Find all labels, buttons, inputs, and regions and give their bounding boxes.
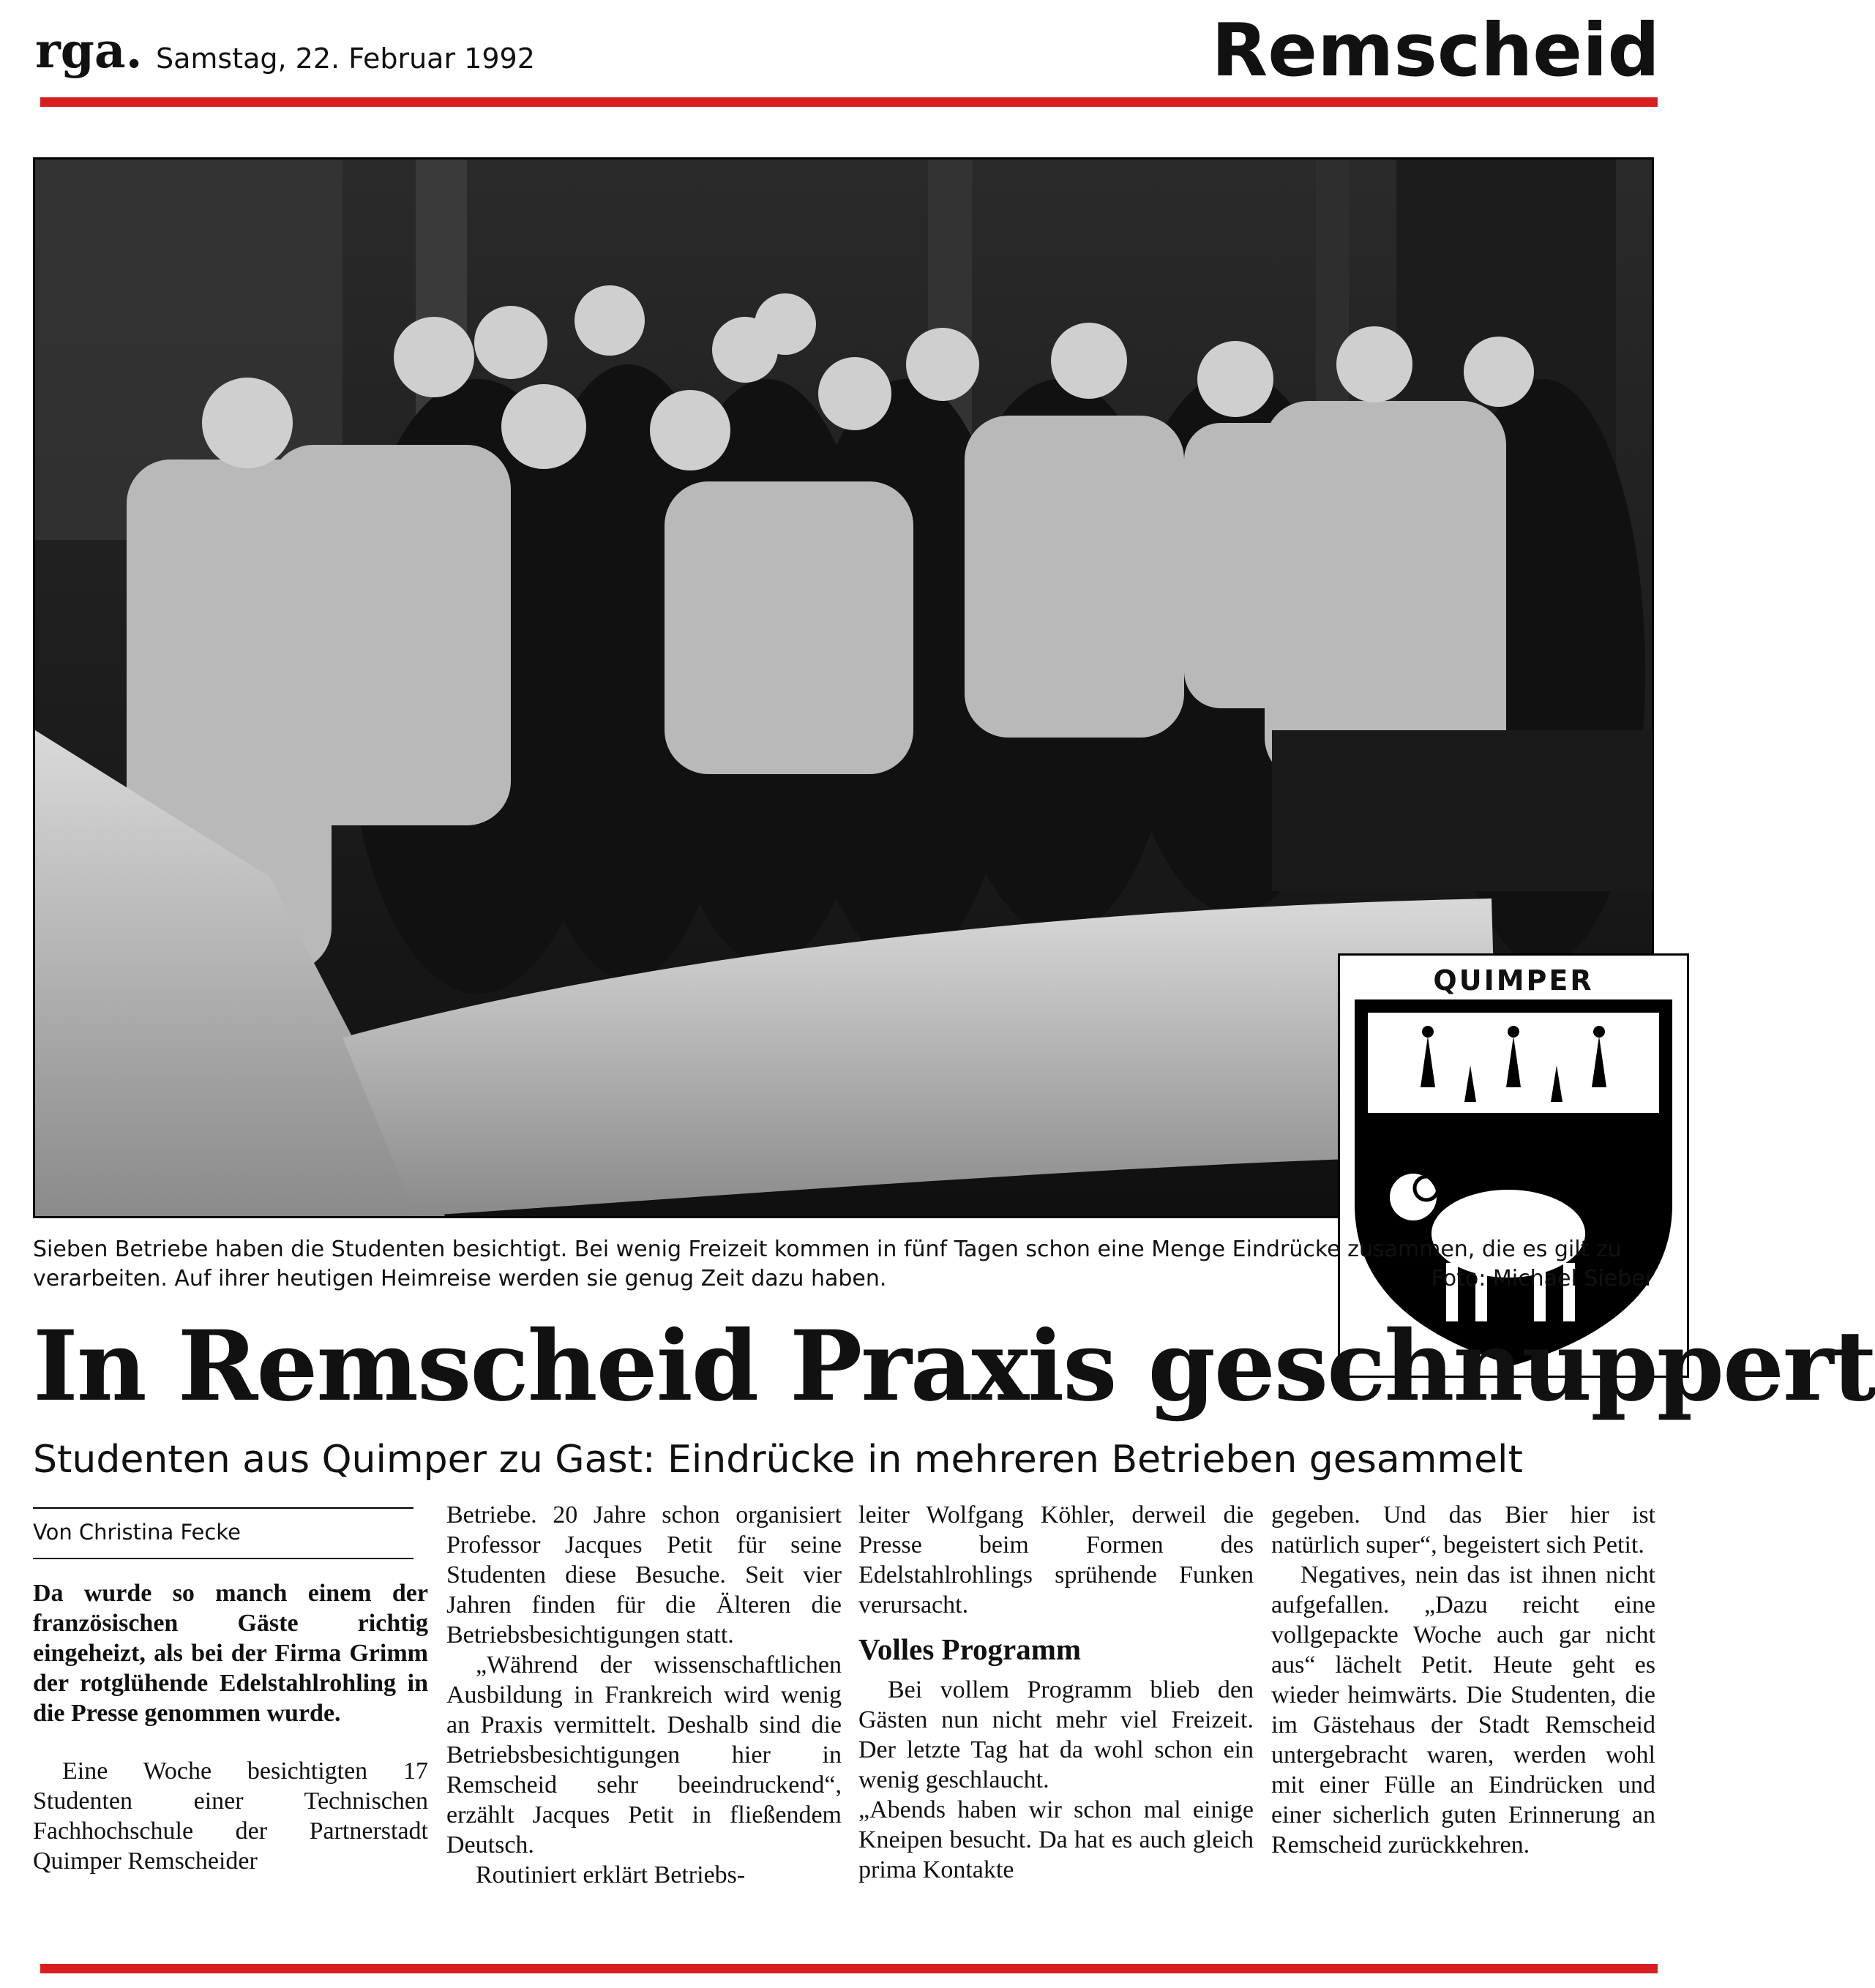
article-column-2 [446, 1500, 842, 1890]
top-red-rule [40, 97, 1658, 107]
bottom-red-rule [40, 1964, 1658, 1973]
crest-label: QUIMPER [1433, 964, 1594, 997]
masthead [35, 0, 1660, 110]
photo-caption [33, 1235, 1654, 1294]
article-column-4 [1271, 1500, 1655, 1860]
byline-rule-bottom [33, 1558, 413, 1559]
section-subheading: Volles Programm [858, 1632, 1082, 1666]
body-paragraph: gegeben. Und das Bier hier ist natürlich super“, begeistert sich Petit. [1271, 1501, 1655, 1558]
byline: Von Christina Fecke [33, 1520, 241, 1545]
byline-rule-top [33, 1507, 413, 1509]
body-paragraph: Negatives, nein das ist ihnen nicht aufgefallen. „Dazu reicht eine vollgepackte Woche auch gar nicht aus“ lächelt Petit. Heute geht es wieder heimwärts. Die Studenten, die im Gästehaus der Stadt Remscheid untergebracht waren, werden wohl mit einer Fülle an Eindrücken und einer sicherlich guten Erinnerung an Remscheid zurückkehren. [1271, 1561, 1655, 1858]
body-paragraph: „Abends haben wir schon mal einige Kneipen besucht. Da hat es auch gleich prima Kontakte [858, 1796, 1254, 1883]
lead-paragraph: Da wurde so manch einem der französischen Gäste richtig eingeheizt, als bei der Firma Grimm der rotglühende Edelstahlrohling in die Presse genommen wurde. [33, 1580, 428, 1727]
body-paragraph: Eine Woche besichtigten 17 Studenten einer Technischen Fachhochschule der Partnerstadt Quimper Remscheider [33, 1758, 428, 1875]
article-column-1 [33, 1500, 428, 1876]
headline: In Remscheid Praxis geschnuppert [33, 1310, 1875, 1423]
body-paragraph: Routiniert erklärt Betriebs- [476, 1861, 746, 1888]
issue-date: Samstag, 22. Februar 1992 [156, 42, 535, 75]
newspaper-logo: rga. [35, 22, 143, 79]
news-photo [33, 157, 1654, 1218]
caption-text: Sieben Betriebe haben die Studenten besichtigt. Bei wenig Freizeit kommen in fünf Tagen schon eine Menge Eindrücke zusammen, die es gilt zu verarbeiten. Auf ihrer heutigen Heimreise werden sie genug Zeit dazu haben. [33, 1237, 1622, 1291]
article-column-3 [858, 1500, 1254, 1885]
body-paragraph: „Während der wissenschaftlichen Ausbildung in Frankreich wird wenig an Praxis vermittelt. Deshalb sind die Betriebsbesichtigungen hier in Remscheid sehr beeindruckend“, erzählt Jacques Petit in fließendem Deutsch. [446, 1651, 842, 1858]
subheadline: Studenten aus Quimper zu Gast: Eindrücke in mehreren Betrieben gesammelt [33, 1438, 1523, 1482]
section-title: Remscheid [1211, 7, 1660, 93]
body-paragraph: Betriebe. 20 Jahre schon organisiert Professor Jacques Petit für seine Studenten diese Besuche. Seit vier Jahren finden für die Älteren die Betriebsbesichtigungen statt. [446, 1501, 842, 1648]
body-paragraph: leiter Wolfgang Köhler, derweil die Presse beim Formen des Edelstahlrohlings sprühende Funken verursacht. [858, 1501, 1254, 1618]
photo-credit: Foto: Michael Sieber [1431, 1266, 1654, 1291]
body-paragraph: Bei vollem Programm blieb den Gästen nun nicht mehr viel Freizeit. Der letzte Tag hat da wohl schon ein wenig geschlaucht. [858, 1676, 1254, 1793]
